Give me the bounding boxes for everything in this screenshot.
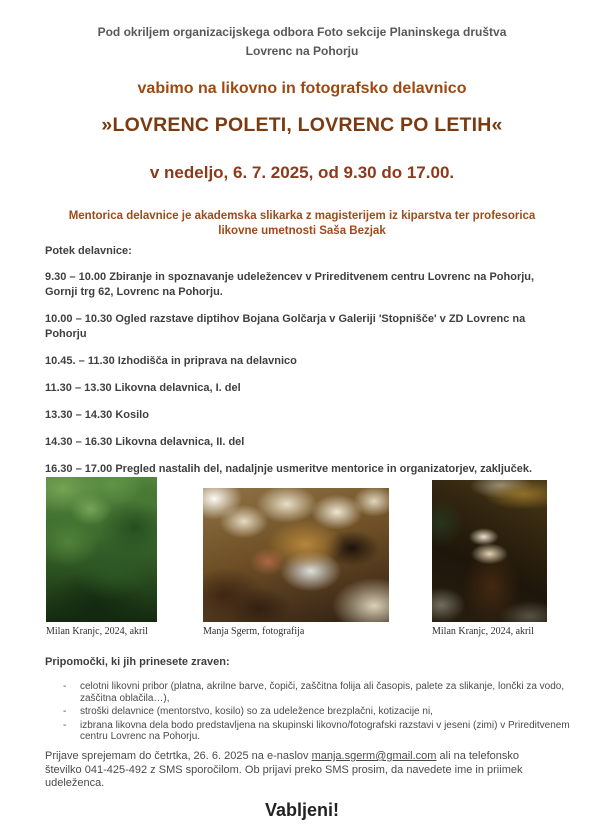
creek-photograph-image [203, 488, 389, 622]
closing-line: Vabljeni! [264, 800, 340, 820]
schedule-item: 9.30 – 10.00 Zbiranje in spoznavanje udeležencev v Prireditvenem centru Lovrenc na Pohorju, Gornji trg 62, Lovrenc na Pohorju. [45, 271, 535, 298]
mentor-line-2: likovne umetnosti Saša Bezjak [218, 224, 386, 237]
forest-painting-image [46, 477, 157, 622]
schedule-list [45, 270, 556, 489]
artwork-figure [203, 488, 389, 637]
supplies-heading: Pripomočki, ki jih prinesete zraven: [45, 656, 230, 668]
signup-text-before: Prijave sprejemam do četrtka, 26. 6. 2025 na e-naslov [45, 750, 312, 762]
supplies-section [45, 656, 570, 745]
schedule-heading: Potek delavnice: [45, 245, 132, 257]
artwork-caption: Manja Sgerm, fotografija [203, 626, 305, 637]
supplies-item: - stroški delavnice (mentorstvo, kosilo) so za udeležence brezplačni, kotizacije ni, [45, 706, 570, 718]
supplies-item: - izbrana likovna dela bodo predstavljena na skupinski likovno/fotografski razstavi v jeseni (zimi) v Prireditvenem centru Lovrenc na Pohorju. [45, 720, 570, 743]
artwork-gallery [0, 477, 604, 645]
organizer-line [0, 23, 604, 61]
stump-painting-image [432, 480, 547, 622]
schedule-item: 10.45. – 11.30 Izhodišča in priprava na delavnico [45, 355, 297, 367]
artwork-caption: Milan Kranjc, 2024, akril [46, 626, 148, 637]
schedule-item: 13.30 – 14.30 Kosilo [45, 409, 149, 421]
supplies-list [45, 681, 570, 743]
organizer-line-1: Pod okriljem organizacijskega odbora Foto sekcije Planinskega društva [97, 25, 507, 39]
email-link[interactable]: manja.sgerm@gmail.com [311, 750, 437, 762]
mentor-line [0, 209, 604, 238]
schedule-item: 11.30 – 13.30 Likovna delavnica, I. del [45, 382, 241, 394]
organizer-line-2: Lovrenc na Pohorju [245, 44, 359, 58]
page-title: »LOVRENC POLETI, LOVRENC PO LETIH« [101, 114, 503, 136]
mentor-line-1: Mentorica delavnice je akademska slikarka z magisterijem iz kiparstva ter profesorica [68, 210, 536, 222]
schedule-item: 14.30 – 16.30 Likovna delavnica, II. del [45, 436, 245, 448]
event-date-line: v nedeljo, 6. 7. 2025, od 9.30 do 17.00. [149, 163, 455, 182]
signup-paragraph [45, 750, 556, 791]
artwork-figure [46, 477, 157, 637]
artwork-figure [432, 480, 547, 637]
schedule-item: 16.30 – 17.00 Pregled nastalih del, nadaljnje usmeritve mentorice in organizatorjev, zaključek. [45, 463, 533, 475]
invitation-line: vabimo na likovno in fotografsko delavnico [137, 80, 467, 97]
supplies-item: - celotni likovni pribor (platna, akrilne barve, čopiči, zaščitna folija ali časopis, palete za slikanje, lončki za vodo, zaščitna oblačila…), [45, 681, 570, 704]
schedule-item: 10.00 – 10.30 Ogled razstave diptihov Bojana Golčarja v Galeriji 'Stopnišče' v ZD Lovrenc na Pohorju [45, 313, 526, 340]
artwork-caption: Milan Kranjc, 2024, akril [432, 626, 534, 637]
signup-text-after: ali na telefonsko številko 041-425-492 z SMS sporočilom. Ob prijavi preko SMS prosim, da navedete ime in priimek udeleženca. [45, 750, 523, 789]
